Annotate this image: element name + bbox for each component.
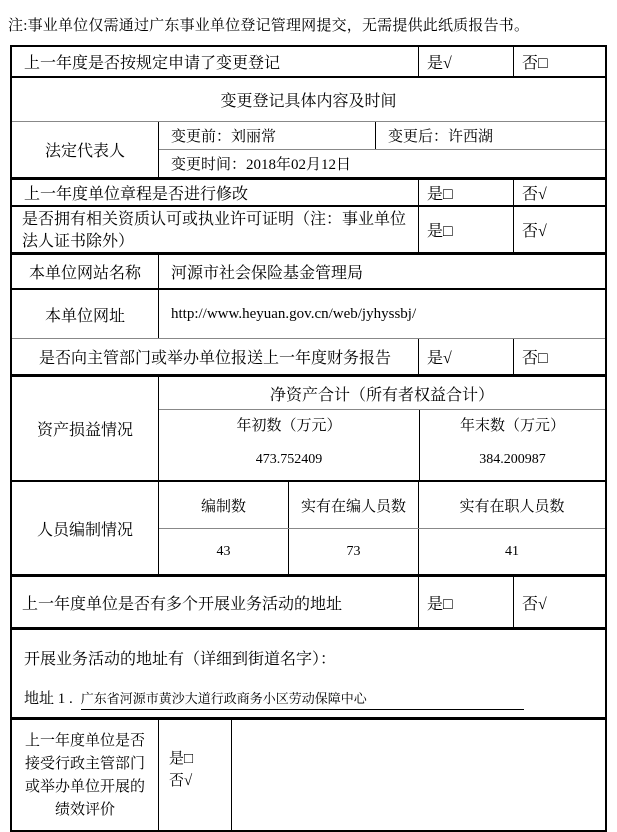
charter-no-checkbox: 否√ [522, 186, 547, 203]
change-registration-no-checkbox: 否□ [522, 55, 548, 72]
website-url-value: http://www.heyuan.gov.cn/web/jyhyssbj/ [171, 305, 417, 322]
performance-eval-checkboxes [159, 720, 232, 830]
website-name-label: 本单位网站名称 [12, 255, 159, 288]
assets-end-cell [420, 410, 605, 480]
charter-modified-label: 上一年度单位章程是否进行修改 [12, 180, 419, 205]
row-charter-modified [12, 180, 605, 207]
assets-end-value: 384.200987 [479, 452, 546, 467]
legal-representative-detail [159, 122, 605, 177]
finance-report-no-checkbox: 否□ [522, 350, 548, 367]
legal-rep-before-value: 变更前：刘丽常 [159, 122, 376, 149]
legal-rep-change-time-value: 变更时间：2018年02月12日 [171, 157, 352, 174]
change-detail-header-label: 变更登记具体内容及时间 [220, 93, 397, 110]
staffing-detail [159, 482, 605, 574]
change-registration-yes-checkbox: 是√ [419, 47, 514, 76]
staffing-header-onroll: 实有在编人员数 [289, 482, 419, 528]
performance-eval-no-checkbox: 否√ [169, 773, 193, 789]
assets-label: 资产损益情况 [12, 377, 159, 480]
address-section-title: 开展业务活动的地址有（详细到街道名字）： [24, 651, 337, 668]
assets-detail [159, 377, 605, 480]
row-multi-address [12, 577, 605, 630]
row-address-section [12, 630, 605, 720]
row-staffing [12, 482, 605, 577]
legal-rep-time-row [159, 150, 605, 177]
multi-address-no-checkbox: 否√ [522, 595, 547, 613]
finance-report-label: 是否向主管部门或举办单位报送上一年度财务报告 [12, 339, 419, 374]
staffing-values-row [159, 529, 605, 574]
staffing-header-row [159, 482, 605, 529]
annual-report-table [10, 45, 607, 832]
row-qualification [12, 207, 605, 255]
row-performance-eval [12, 720, 605, 830]
charter-yes-checkbox: 是□ [419, 180, 514, 205]
address-line-1 [24, 687, 593, 710]
qualification-yes-checkbox: 是□ [419, 207, 514, 252]
row-change-registration [12, 47, 605, 78]
website-name-value: 河源市社会保险基金管理局 [171, 265, 364, 282]
staffing-header-authorized: 编制数 [159, 482, 289, 528]
staffing-header-employed: 实有在职人员数 [459, 498, 565, 515]
performance-eval-empty-cell [232, 720, 605, 830]
paper-submission-note: 注:事业单位仅需通过广东事业单位登记管理网提交，无需提供此纸质报告书。 [8, 18, 530, 34]
website-url-label: 本单位网址 [12, 290, 159, 338]
legal-rep-change-row [159, 122, 605, 150]
legal-representative-label: 法定代表人 [12, 122, 159, 177]
performance-eval-yes-checkbox: 是□ [169, 751, 194, 767]
assets-begin-value: 473.752409 [255, 452, 323, 467]
address-1-label: 地址 1 . [24, 691, 73, 707]
performance-eval-label: 上一年度单位是否接受行政主管部门或举办单位开展的绩效评价 [12, 720, 159, 830]
row-legal-representative [12, 122, 605, 180]
staffing-label: 人员编制情况 [12, 482, 159, 574]
change-registration-label: 上一年度是否按规定申请了变更登记 [12, 47, 419, 76]
assets-begin-cell [159, 410, 420, 480]
qualification-no-checkbox: 否√ [522, 223, 547, 240]
legal-rep-after-value: 变更后：许西湖 [388, 129, 494, 146]
row-website-url [12, 290, 605, 339]
multi-address-yes-checkbox: 是□ [419, 577, 514, 627]
row-change-detail-header [12, 78, 605, 122]
assets-values-row [159, 410, 605, 480]
finance-report-yes-checkbox: 是√ [419, 339, 514, 374]
assets-begin-label: 年初数（万元） [236, 418, 342, 434]
multi-address-label: 上一年度单位是否有多个开展业务活动的地址 [12, 577, 419, 627]
row-website-name [12, 255, 605, 290]
assets-end-label: 年末数（万元） [459, 418, 565, 434]
staffing-value-onroll: 73 [289, 529, 419, 574]
staffing-value-employed: 41 [505, 543, 519, 559]
qualification-label: 是否拥有相关资质认可或执业许可证明（注：事业单位法人证书除外） [12, 207, 419, 252]
address-1-value: 广东省河源市黄沙大道行政商务小区劳动保障中心 [81, 688, 524, 710]
row-assets [12, 377, 605, 482]
staffing-value-authorized: 43 [159, 529, 289, 574]
row-finance-report [12, 339, 605, 377]
net-assets-header: 净资产合计（所有者权益合计） [159, 377, 605, 410]
